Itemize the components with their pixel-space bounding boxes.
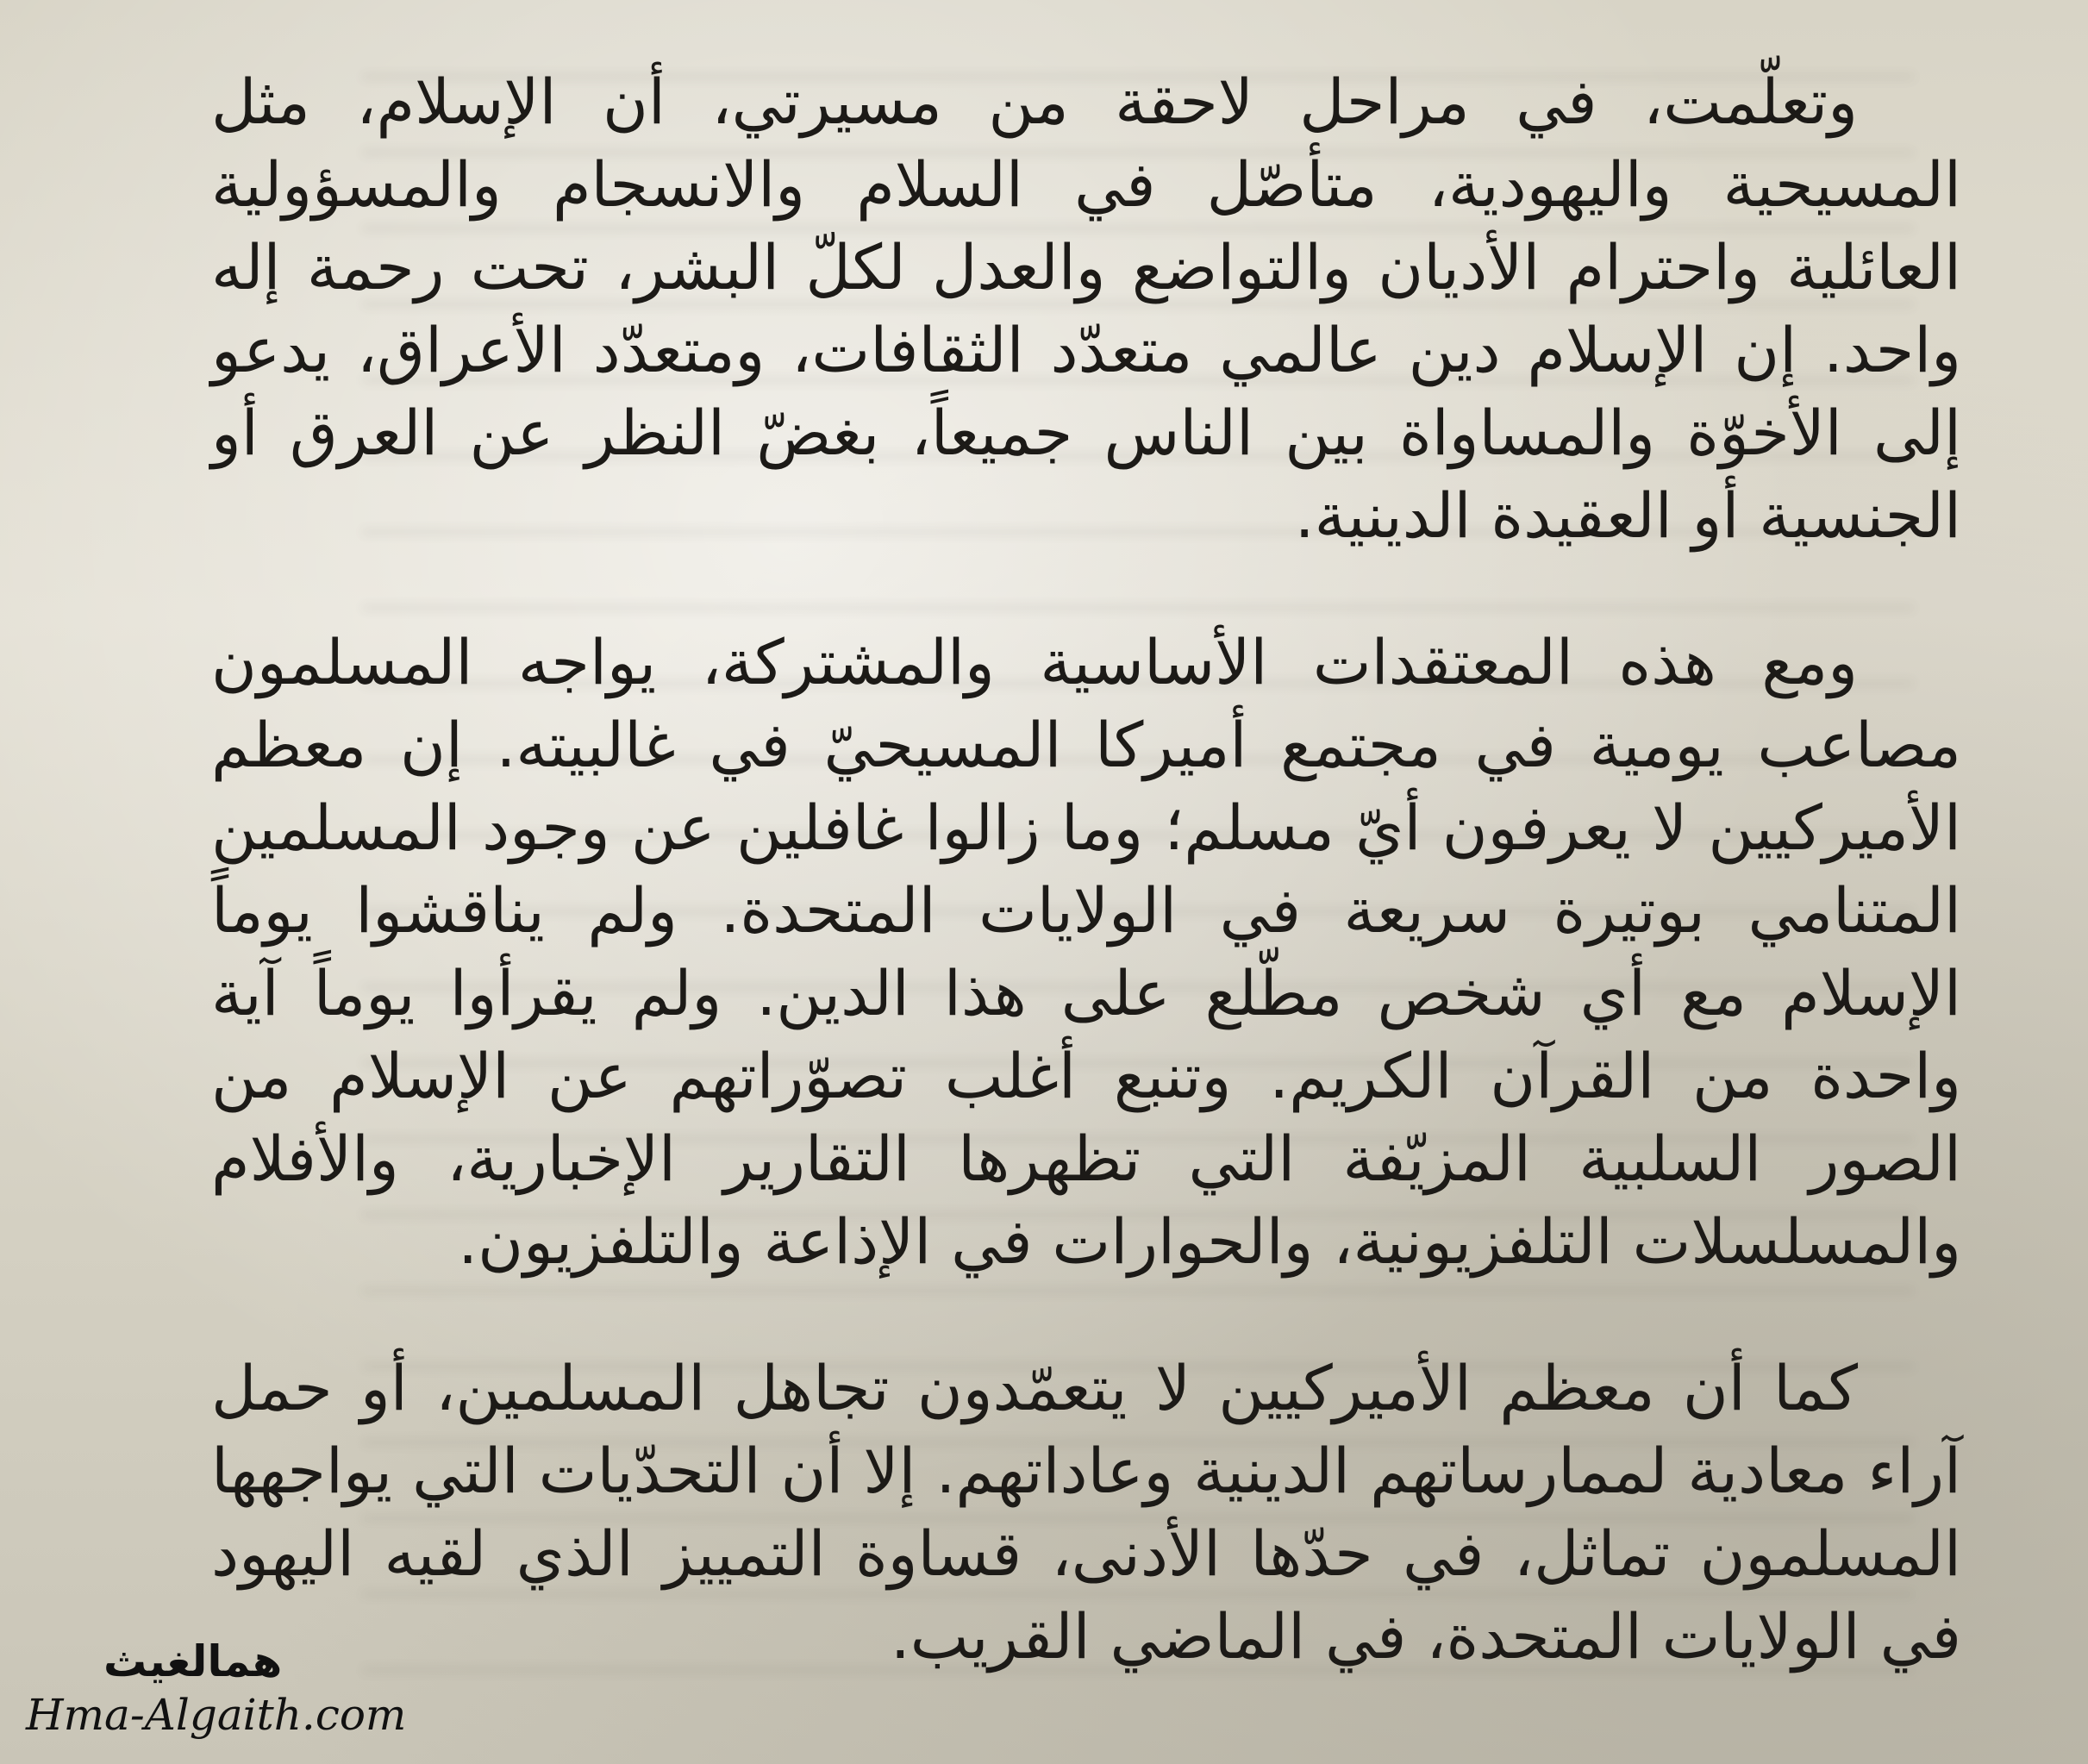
watermark-site-url: Hma-Algaith.com bbox=[26, 1690, 407, 1740]
watermark bbox=[26, 1634, 431, 1741]
paragraph-1: وتعلّمت، في مراحل لاحقة من مسيرتي، أن الإسلام، مثل المسيحية واليهودية، متأصّل في السلام والانسجام والمسؤولية العائلية واحترام الأديان والتواضع والعدل لكلّ البشر، تحت رحمة إله واحد. إن الإسلام دين عالمي متعدّد الثقافات، ومتعدّد الأعراق، يدعو إلى الأخوّة والمساواة بين الناس جميعاً، بغضّ النظر عن العرق أو الجنسية أو العقيدة الدينية. bbox=[211, 66, 1961, 552]
watermark-arabic-logo: همالغيث bbox=[103, 1636, 283, 1686]
paragraph-2: ومع هذه المعتقدات الأساسية والمشتركة، يواجه المسلمون مصاعب يومية في مجتمع أميركا المسيحيّ في غالبيته. إن معظم الأميركيين لا يعرفون أيّ مسلم؛ وما زالوا غافلين عن وجود المسلمين المتنامي بوتيرة سريعة في الولايات المتحدة. ولم يناقشوا يوماً الإسلام مع أي شخص مطّلع على هذا الدين. ولم يقرأوا يوماً آية واحدة من القرآن الكريم. وتنبع أغلب تصوّراتهم عن الإسلام من الصور السلبية المزيّفة التي تظهرها التقارير الإخبارية، والأفلام والمسلسلات التلفزيونية، والحوارات في الإذاعة والتلفزيون. bbox=[211, 626, 1961, 1278]
paragraph-3: كما أن معظم الأميركيين لا يتعمّدون تجاهل المسلمين، أو حمل آراء معادية لممارساتهم الدينية وعاداتهم. إلا أن التحدّيات التي يواجهها المسلمون تماثل، في حدّها الأدنى، قساوة التمييز الذي لقيه اليهود في الولايات المتحدة، في الماضي القريب. bbox=[211, 1352, 1961, 1673]
body-text bbox=[211, 60, 1961, 1678]
